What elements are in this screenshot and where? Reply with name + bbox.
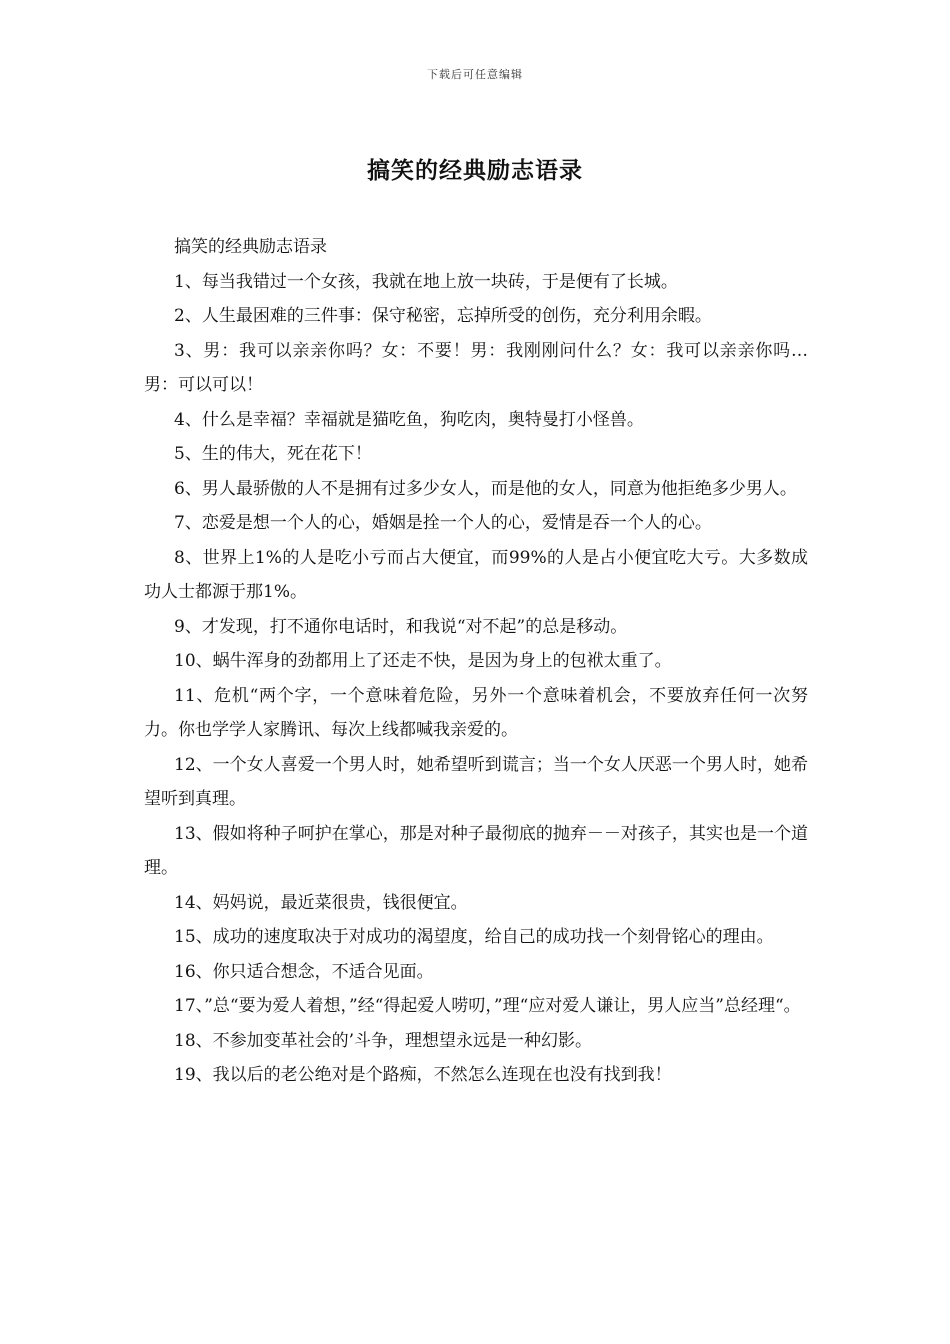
body-paragraph: 4、什么是幸福？幸福就是猫吃鱼，狗吃肉，奥特曼打小怪兽。 bbox=[174, 409, 644, 430]
document-title: 搞笑的经典励志语录 bbox=[367, 157, 583, 184]
body-paragraph: 13、假如将种子呵护在掌心，那是对种子最彻底的抛弃－－对孩子，其实也是一个道理。 bbox=[144, 823, 808, 878]
body-paragraph: 5、生的伟大，死在花下！ bbox=[174, 444, 372, 464]
body-paragraph: 18、不参加变革社会的’斗争，理想望永远是一种幻影。 bbox=[174, 1030, 593, 1051]
body-paragraph: 10、蜗牛浑身的劲都用上了还走不快，是因为身上的包袱太重了。 bbox=[174, 651, 672, 671]
body-paragraph: 15、成功的速度取决于对成功的渴望度，给自己的成功找一个刻骨铭心的理由。 bbox=[174, 927, 774, 947]
body-paragraph: 17、”总“要为爱人着想，”经“得起爱人唠叨，”理“应对爱人谦让，男人应当”总经理“。 bbox=[174, 996, 801, 1016]
body-paragraph: 8、世界上1%的人是吃小亏而占大便宜，而99%的人是占小便宜吃大亏。大多数成功人士都源于那1%。 bbox=[144, 547, 808, 602]
body-paragraph: 2、人生最困难的三件事：保守秘密，忘掉所受的创伤，充分利用余暇。 bbox=[174, 306, 712, 326]
body-paragraph: 16、你只适合想念，不适合见面。 bbox=[174, 961, 434, 982]
body-paragraph: 1、每当我错过一个女孩，我就在地上放一块砖，于是便有了长城。 bbox=[174, 271, 678, 292]
body-paragraph: 9、才发现，打不通你电话时，和我说“对不起”的总是移动。 bbox=[174, 616, 628, 637]
body-paragraph: 11、危机“两个字，一个意味着危险，另外一个意味着机会，不要放弃任何一次努力。你也学学人家腾讯、每次上线都喊我亲爱的。 bbox=[144, 685, 808, 740]
body-paragraph: 搞笑的经典励志语录 bbox=[174, 237, 327, 257]
body-paragraph: 14、妈妈说，最近菜很贵，钱很便宜。 bbox=[174, 892, 468, 913]
body-paragraph: 3、男：我可以亲亲你吗？女：不要！男：我刚刚问什么？女：我可以亲亲你吗…男：可以可以！ bbox=[144, 340, 808, 395]
document-body bbox=[144, 230, 808, 1093]
body-paragraph: 19、我以后的老公绝对是个路痴，不然怎么连现在也没有找到我！ bbox=[174, 1065, 672, 1085]
body-paragraph: 7、恋爱是想一个人的心，婚姻是拴一个人的心，爱情是吞一个人的心。 bbox=[174, 513, 712, 533]
body-paragraph: 6、男人最骄傲的人不是拥有过多少女人，而是他的女人，同意为他拒绝多少男人。 bbox=[174, 478, 797, 499]
header-note: 下载后可任意编辑 bbox=[427, 68, 523, 81]
body-paragraph: 12、一个女人喜爱一个男人时，她希望听到谎言；当一个女人厌恶一个男人时，她希望听到真理。 bbox=[144, 754, 808, 809]
